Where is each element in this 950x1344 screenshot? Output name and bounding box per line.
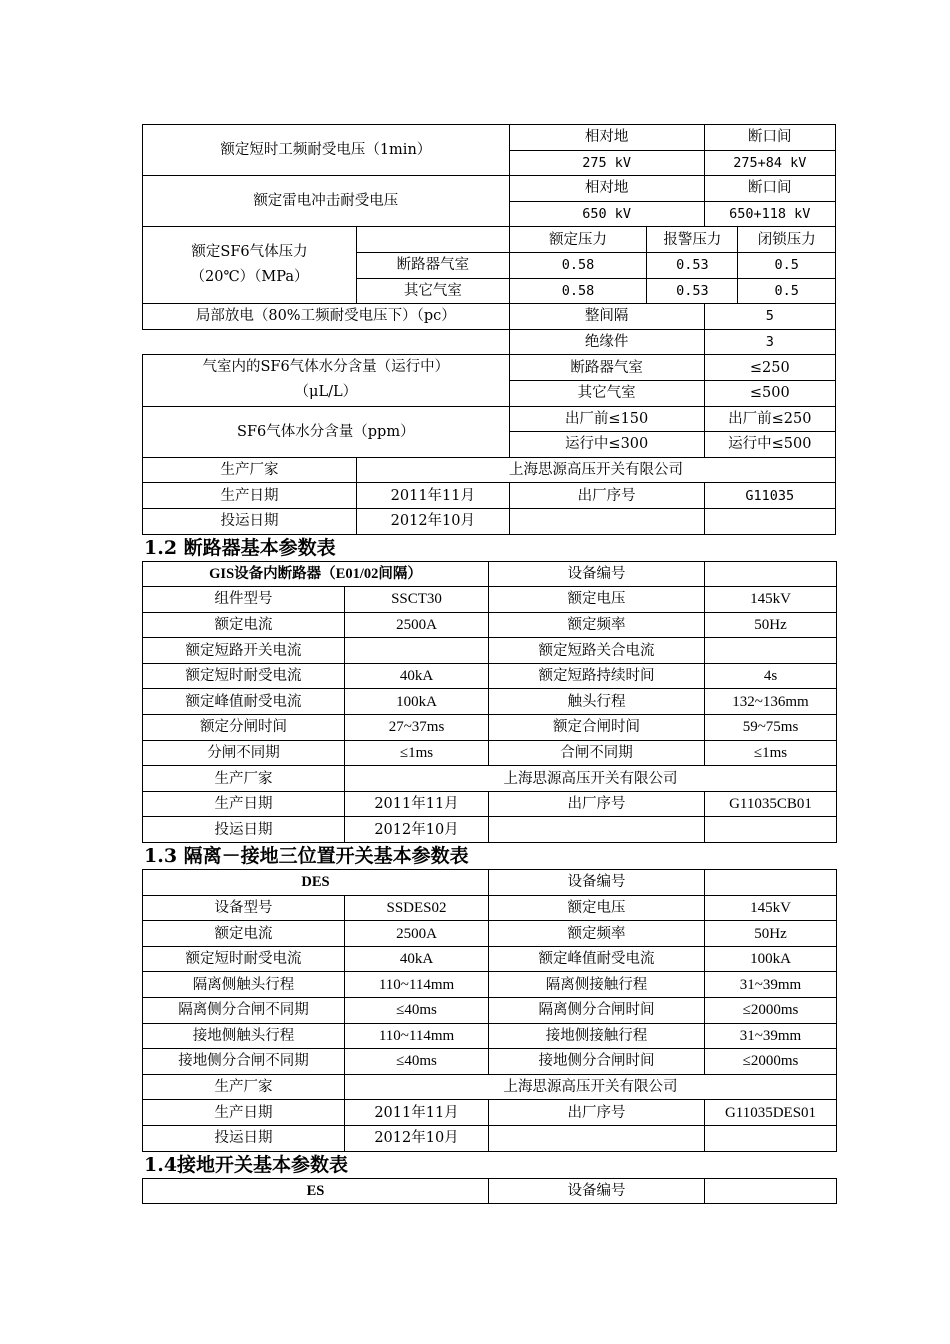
table-row: 绝缘件 3 [143,329,836,355]
table-row: GIS设备内断路器（E01/02间隔） 设备编号 [143,561,837,587]
table-row: 投运日期 2012年10月 [143,817,837,843]
table-row: ES 设备编号 [143,1178,837,1204]
commission-date: 2012年10月 [357,508,510,534]
table-row: 分闸不同期 ≤1ms 合闸不同期 ≤1ms [143,740,837,766]
sf6-pressure-label: 额定SF6气体压力 （20℃）（MPa） [143,227,357,304]
commission-date: 2012年10月 [345,1125,489,1151]
table-row: 投运日期 2012年10月 [143,508,836,534]
manufacturer: 上海思源高压开关有限公司 [345,1074,837,1100]
serial-number: G11035 [704,483,835,509]
table-row: 隔离侧分合闸不同期 ≤40ms 隔离侧分合闸时间 ≤2000ms [143,998,837,1024]
disconnector-parameters-table [142,869,837,1152]
table-row: 接地侧触头行程 110~114mm 接地侧接触行程 31~39mm [143,1023,837,1049]
table-row: 额定SF6气体压力 （20℃）（MPa） 额定压力 报警压力 闭锁压力 [143,227,836,253]
table-row: 其它气室 0.58 0.53 0.5 [143,278,836,304]
sf6-moisture-ppm-label: SF6气体水分含量（ppm） [143,406,510,457]
table-row: 设备型号 SSDES02 额定电压 145kV [143,895,837,921]
serial-number: G11035DES01 [705,1100,837,1126]
breaker-parameters-table [142,561,837,844]
table-row: 生产日期 2011年11月 出厂序号 G11035 [143,483,836,509]
table-row: 断路器气室 0.58 0.53 0.5 [143,252,836,278]
table-row: 额定短时耐受电流 40kA 额定短路持续时间 4s [143,663,837,689]
table-row: 投运日期 2012年10月 [143,1125,837,1151]
table-row: 生产厂家 上海思源高压开关有限公司 [143,1074,837,1100]
header-phase-to-ground: 相对地 [509,125,704,151]
production-date: 2011年11月 [345,1100,489,1126]
lightning-impulse-label: 额定雷电冲击耐受电压 [143,176,510,227]
table-row: 额定短路开关电流 额定短路关合电流 [143,638,837,664]
table-row: 运行中≤300 运行中≤500 [143,432,836,458]
serial-number: G11035CB01 [705,791,837,817]
table-row: 额定分闸时间 27~37ms 额定合闸时间 59~75ms [143,715,837,741]
table-row: 接地侧分合闸不同期 ≤40ms 接地侧分合闸时间 ≤2000ms [143,1049,837,1075]
partial-discharge-label: 局部放电（80%工频耐受电压下）（pc） [143,304,510,330]
commission-date: 2012年10月 [345,817,489,843]
document-page [142,124,836,1204]
production-date: 2011年11月 [345,791,489,817]
table-row: DES 设备编号 [143,870,837,896]
header-across-break: 断口间 [704,125,835,151]
table-row: 生产厂家 上海思源高压开关有限公司 [143,457,836,483]
table-row: SF6气体水分含量（ppm） 出厂前≤150 出厂前≤250 [143,406,836,432]
moisture-content-label: 气室内的SF6气体水分含量（运行中） （μL/L） [143,355,510,406]
manufacturer: 上海思源高压开关有限公司 [357,457,836,483]
section-title-disconnector: 1.3 隔离－接地三位置开关基本参数表 [144,845,469,868]
power-frequency-withstand-label: 额定短时工频耐受电压（1min） [143,125,510,176]
earthing-switch-parameters-table [142,1178,837,1205]
table-row: 生产厂家 上海思源高压开关有限公司 [143,766,837,792]
table-row: 局部放电（80%工频耐受电压下）（pc） 整间隔 5 [143,304,836,330]
table-row: 气室内的SF6气体水分含量（运行中） （μL/L） 断路器气室 ≤250 [143,355,836,381]
table-row: 275 kV 275+84 kV [143,150,836,176]
table-row: 组件型号 SSCT30 额定电压 145kV [143,587,837,613]
table-row: 额定峰值耐受电流 100kA 触头行程 132~136mm [143,689,837,715]
table-row: 其它气室 ≤500 [143,380,836,406]
table-row: 额定电流 2500A 额定频率 50Hz [143,921,837,947]
table-row: 650 kV 650+118 kV [143,201,836,227]
manufacturer: 上海思源高压开关有限公司 [345,766,837,792]
table-row: 额定短时耐受电流 40kA 额定峰值耐受电流 100kA [143,946,837,972]
table-row: 生产日期 2011年11月 出厂序号 G11035DES01 [143,1100,837,1126]
table-row [143,125,836,151]
section-title-breaker: 1.2 断路器基本参数表 [144,536,336,559]
table-row: 额定雷电冲击耐受电压 相对地 断口间 [143,176,836,202]
section-title-earthing-switch: 1.4接地开关基本参数表 [144,1153,349,1176]
table-row: 隔离侧触头行程 110~114mm 隔离侧接触行程 31~39mm [143,972,837,998]
table-row: 额定电流 2500A 额定频率 50Hz [143,612,837,638]
table-row: 生产日期 2011年11月 出厂序号 G11035CB01 [143,791,837,817]
production-date: 2011年11月 [357,483,510,509]
insulation-parameters-table [142,124,836,535]
